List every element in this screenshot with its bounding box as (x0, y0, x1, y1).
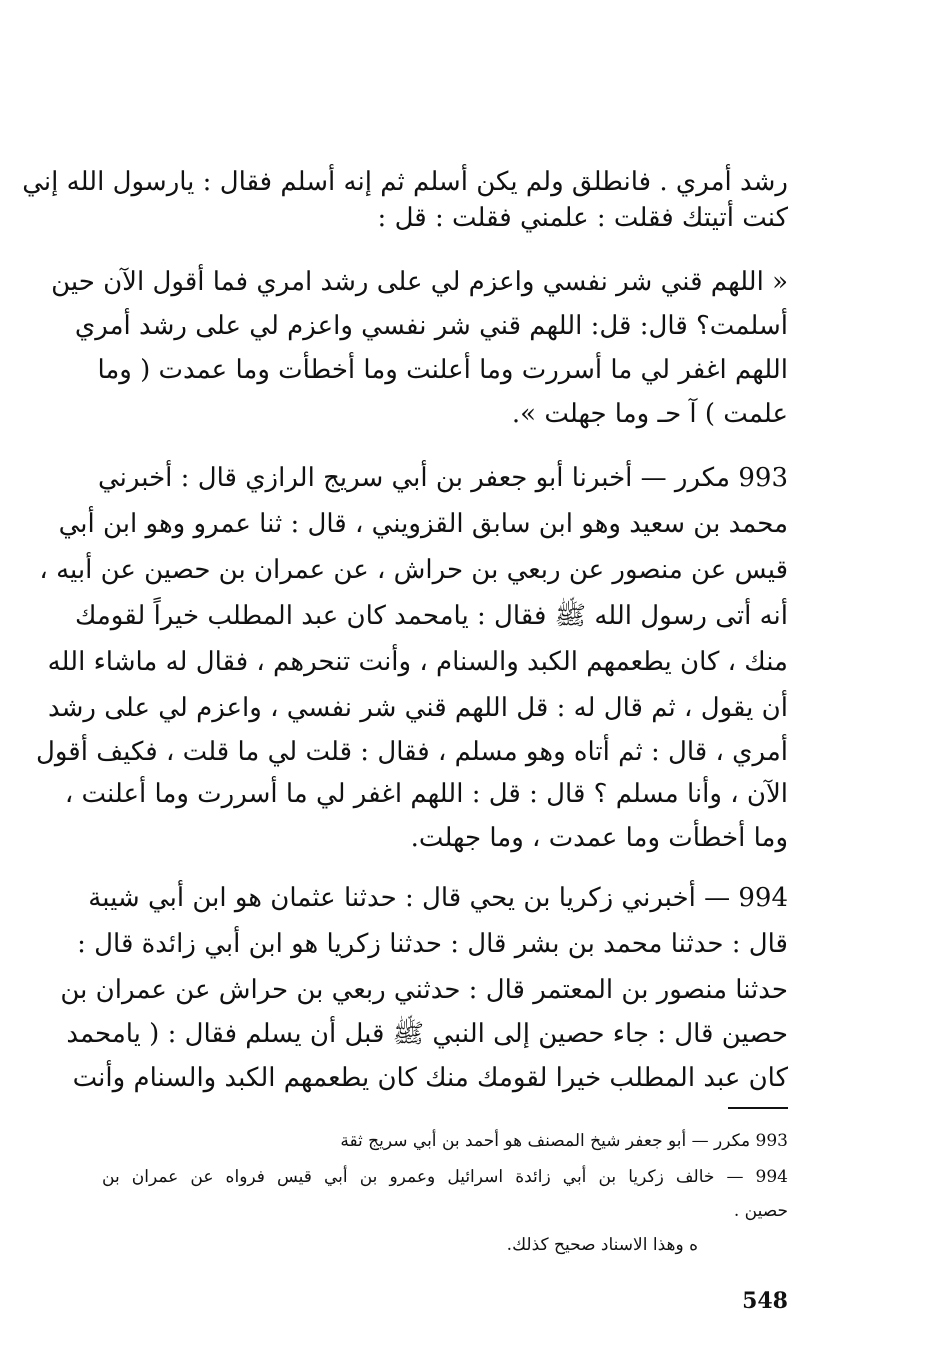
text-line: كان عبد المطلب خيرا لقومك منك كان يطعمهم الكبد والسنام وأنت (72, 1063, 788, 1093)
page-number: 548 (742, 1288, 788, 1314)
footnote-line: حصين . (733, 1201, 788, 1221)
text-line: قال : حدثنا محمد بن بشر قال : حدثنا زكريا هو ابن أبي زائدة قال : (77, 929, 788, 959)
text-line: وما أخطأت وما عمدت ، وما جهلت. (410, 823, 788, 853)
text-line: قيس عن منصور عن ربعي بن حراش ، عن عمران بن حصين عن أبيه ، (39, 555, 788, 585)
text-line: أنه أتى رسول الله ﷺ فقال : يامحمد كان عبد المطلب خيراً لقومك (74, 601, 788, 631)
text-line: أن يقول ، ثم قال له : قل اللهم قني شر نفسي ، واعزم لي على رشد (47, 693, 788, 723)
text-line: أسلمت؟ قال: قل: اللهم قني شر نفسي واعزم لي على رشد أمري (74, 311, 788, 341)
text-line: حصين قال : جاء حصين إلى النبي ﷺ قبل أن يسلم فقال : ( يامحمد (66, 1019, 788, 1049)
text-line: 994 — أخبرني زكريا بن يحي قال : حدثنا عثمان هو ابن أبي شيبة (88, 883, 788, 913)
footnote-line: 994 — خالف زكريا بن أبي زائدة اسرائيل وعمرو بن أبي قيس فرواه عن عمران بن (102, 1167, 788, 1187)
footnote-line: 993 مكرر — أبو جعفر شيخ المصنف هو أحمد بن أبي سريج ثقة (340, 1131, 788, 1151)
text-line: أمري ، قال : ثم أتاه وهو مسلم ، فقال : قلت لي ما قلت ، فكيف أقول (35, 737, 788, 767)
text-line: منك ، كان يطعمهم الكبد والسنام ، وأنت تنحرهم ، فقال له ماشاء الله (47, 647, 788, 677)
footnote-line: ه وهذا الاسناد صحيح كذلك. (506, 1235, 698, 1255)
text-line: رشد أمري . فانطلق ولم يكن أسلم ثم إنه أسلم فقال : يارسول الله إني (22, 167, 788, 197)
text-line: حدثنا منصور بن المعتمر قال : حدثني ربعي بن حراش عن عمران بن (60, 975, 788, 1005)
footnote-divider (728, 1107, 788, 1109)
text-line: محمد بن سعيد وهو ابن سابق القزويني ، قال : ثنا عمرو وهو ابن أبي (58, 509, 788, 539)
text-line: الآن ، وأنا مسلم ؟ قال : قل : اللهم اغفر لي ما أسررت وما أعلنت ، (64, 779, 788, 809)
text-line: كنت أتيتك فقلت : علمني فقلت : قل : (377, 203, 788, 233)
text-line: « اللهم قني شر نفسي واعزم لي على رشد امري فما أقول الآن حين (51, 267, 788, 297)
text-line: اللهم اغفر لي ما أسررت وما أعلنت وما أخطأت وما عمدت ( وما (97, 355, 788, 385)
text-line: 993 مكرر — أخبرنا أبو جعفر بن أبي سريج الرازي قال : أخبرني (98, 463, 788, 493)
text-line: علمت ) آ حـ وما جهلت ». (511, 399, 788, 429)
